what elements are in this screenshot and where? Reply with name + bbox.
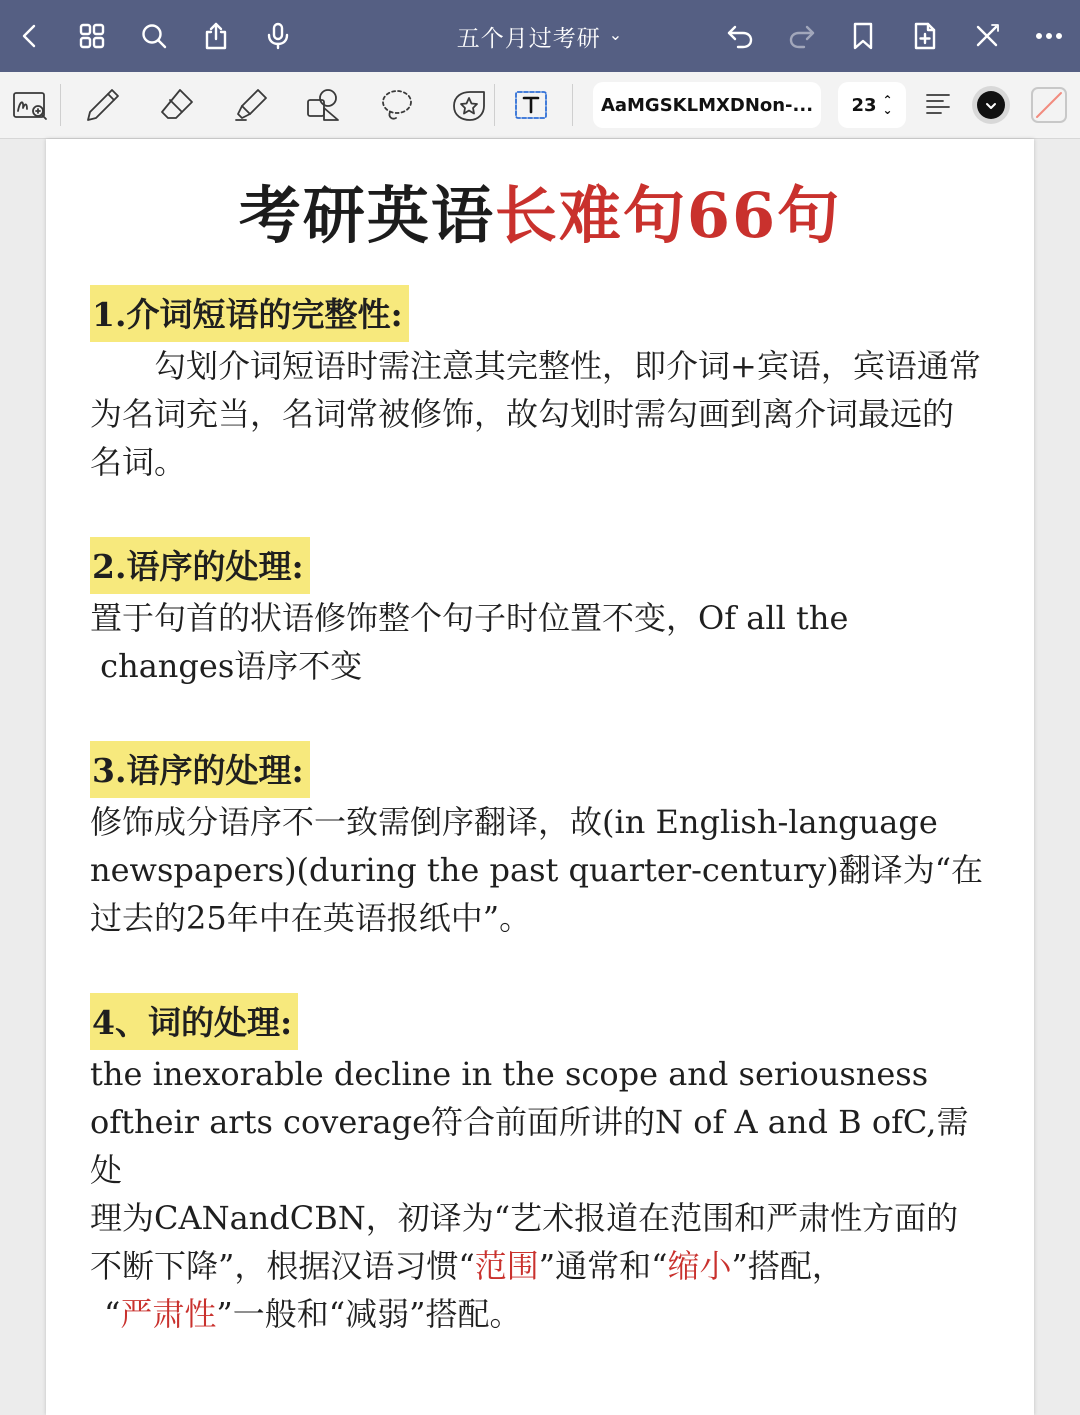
section-body <box>90 798 994 942</box>
section-body <box>90 1050 994 1338</box>
toolbar-divider <box>494 84 495 126</box>
font-name: AaMGSKLMXDNon-... <box>600 94 814 116</box>
body-line: the inexorable decline in the scope and seriousness <box>90 1055 929 1093</box>
add-page-icon[interactable] <box>905 16 945 56</box>
pen-tool-icon[interactable] <box>80 84 126 126</box>
body-line: 修饰成分语序不一致需倒序翻译，故(in English-language <box>90 803 938 841</box>
body-line: oftheir arts coverage符合前面所讲的N of A and B ofC,需处 <box>90 1103 969 1189</box>
font-family-picker[interactable] <box>593 82 821 128</box>
highlight-red-text: 严肃性 <box>120 1295 217 1333</box>
top-navigation-bar <box>0 0 1080 72</box>
text-align-icon[interactable] <box>915 84 961 126</box>
document-title: 五个月过考研 <box>456 25 601 52</box>
toolbar-divider <box>60 84 61 126</box>
body-line: newspapers)(during the past quarter-century)翻译为“在 <box>90 851 984 889</box>
close-editing-icon[interactable] <box>967 16 1007 56</box>
text-color-swatch[interactable] <box>968 84 1014 126</box>
section-heading: 3.语序的处理: <box>90 741 310 798</box>
highlighter-tool-icon[interactable] <box>228 84 274 126</box>
chevron-down-icon: ⌄ <box>608 24 624 44</box>
color-dot <box>977 91 1005 119</box>
lasso-tool-icon[interactable] <box>374 84 420 126</box>
body-line: 不断下降”，根据汉语习惯“范围”通常和“缩小”搭配， <box>90 1247 844 1285</box>
title-black-part: 考研英语 <box>238 178 495 252</box>
highlight-red-text: 范围 <box>474 1247 539 1285</box>
body-line: “严肃性”一般和“减弱”搭配。 <box>104 1295 522 1333</box>
document-page[interactable] <box>46 139 1034 1415</box>
text-tool-icon[interactable] <box>508 84 554 126</box>
section-1 <box>90 285 994 486</box>
redo-icon[interactable] <box>782 16 822 56</box>
body-line: 置于句首的状语修饰整个句子时位置不变，Of all the <box>90 599 849 637</box>
body-line: 名词。 <box>90 443 187 481</box>
section-body <box>90 342 994 486</box>
body-line: 为名词充当，名词常被修饰，故勾划时需勾画到离介词最远的 <box>90 395 955 433</box>
section-2 <box>90 537 994 690</box>
title-red-part: 长难句66句 <box>494 178 842 252</box>
font-size-stepper[interactable] <box>838 82 906 128</box>
bookmark-icon[interactable] <box>843 16 883 56</box>
section-body <box>90 594 994 690</box>
up-down-arrows-icon: ⌃ ⌄ <box>882 93 893 117</box>
highlight-red-text: 缩小 <box>667 1247 732 1285</box>
body-line: 理为CANandCBN，初译为“艺术报道在范围和严肃性方面的 <box>90 1199 959 1237</box>
more-options-icon[interactable] <box>1029 16 1069 56</box>
font-size-value: 23 <box>851 94 877 116</box>
body-line: 勾划介词短语时需注意其完整性，即介词+宾语，宾语通常 <box>90 347 981 385</box>
section-3 <box>90 741 994 942</box>
section-4 <box>90 993 994 1338</box>
sticker-tool-icon[interactable] <box>446 84 492 126</box>
annotation-toolbar <box>0 72 1080 139</box>
section-heading: 2.语序的处理: <box>90 537 310 594</box>
zoom-handwriting-icon[interactable] <box>8 84 54 126</box>
toolbar-divider <box>572 84 573 126</box>
eraser-tool-icon[interactable] <box>154 84 200 126</box>
undo-icon[interactable] <box>720 16 760 56</box>
section-heading: 4、词的处理: <box>90 993 298 1050</box>
fill-color-none-swatch[interactable] <box>1026 84 1072 126</box>
shapes-tool-icon[interactable] <box>300 84 346 126</box>
section-heading: 1.介词短语的完整性: <box>90 285 409 342</box>
body-line: changes语序不变 <box>90 647 363 685</box>
page-title <box>46 165 1034 255</box>
body-line: 过去的25年中在英语报纸中”。 <box>90 899 532 937</box>
